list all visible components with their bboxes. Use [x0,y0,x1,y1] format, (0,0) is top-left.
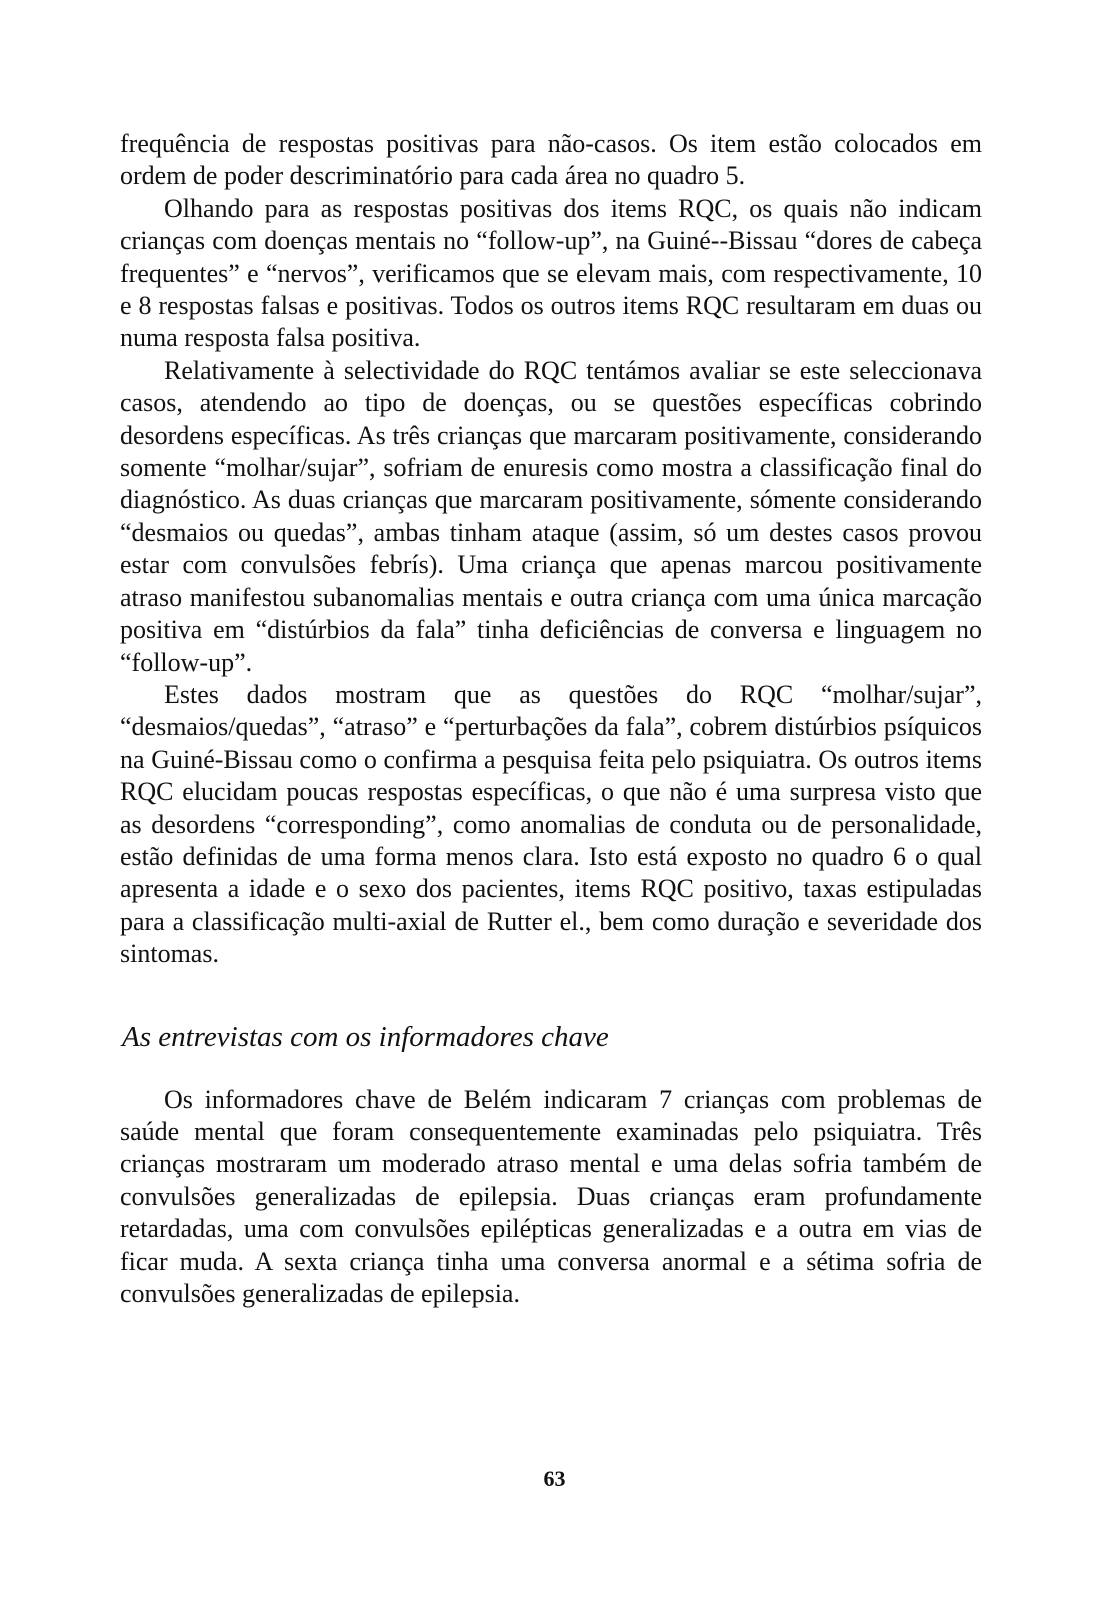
body-paragraph-1: frequência de respostas positivas para não-casos. Os item estão colocados em ordem de poder descriminatório para cada área no quadro 5. [120,129,982,191]
page-number: 63 [543,1466,566,1491]
section-body [120,1084,982,1311]
body-paragraph-4: Estes dados mostram que as questões do RQC “molhar/sujar”, “desmaios/quedas”, “atraso” e “perturbações da fala”, cobrem distúrbios psíquicos na Guiné-Bissau como o confirma a pesquisa feita pelo psiquiatra. Os outros items RQC elucidam poucas respostas específicas, o que não é uma surpresa visto que as desordens “corresponding”, como anomalias de conduta ou de personalidade, estão definidas de uma forma menos clara. Isto está exposto no quadro 6 o qual apresenta a idade e o sexo dos pacientes, items RQC positivo, taxas estipuladas para a classificação multi-axial de Rutter el., bem como duração e severidade dos sintomas. [120,679,982,969]
section-heading: As entrevistas com os informadores chave [122,1020,609,1053]
section-paragraph: Os informadores chave de Belém indicaram 7 crianças com problemas de saúde mental que foram consequentemente examinadas pelo psiquiatra. Três crianças mostraram um moderado atraso mental e uma delas sofria também de convulsões generalizadas de epilepsia. Duas crianças eram profundamente retardadas, uma com convulsões epilépticas generalizadas e a outra em vias de ficar muda. A sexta criança tinha uma conversa anormal e a sétima sofria de convulsões generalizadas de epilepsia. [120,1084,982,1308]
body-paragraph-2: Olhando para as respostas positivas dos items RQC, os quais não indicam crianças com doenças mentais no “follow-up”, na Guiné--Bissau “dores de cabeça frequentes” e “nervos”, verificamos que se elevam mais, com respectivamente, 10 e 8 respostas falsas e positivas. Todos os outros items RQC resultaram em duas ou numa resposta falsa positiva. [120,193,982,353]
body-paragraph-3: Relativamente à selectividade do RQC tentámos avaliar se este seleccionava casos, atendendo ao tipo de doenças, ou se questões específicas cobrindo desordens específicas. As três crianças que marcaram positivamente, considerando somente “molhar/sujar”, sofriam de enuresis como mostra a classificação final do diagnóstico. As duas crianças que marcaram positivamente, sómente considerando “desmaios ou quedas”, ambas tinham ataque (assim, só um destes casos provou estar com convulsões febrís). Uma criança que apenas marcou positivamente atraso manifestou subanomalias mentais e outra criança com uma única marcação positiva em “distúrbios da fala” tinha deficiências de conversa e linguagem no “follow-up”. [120,355,982,677]
page-content [120,128,982,1310]
